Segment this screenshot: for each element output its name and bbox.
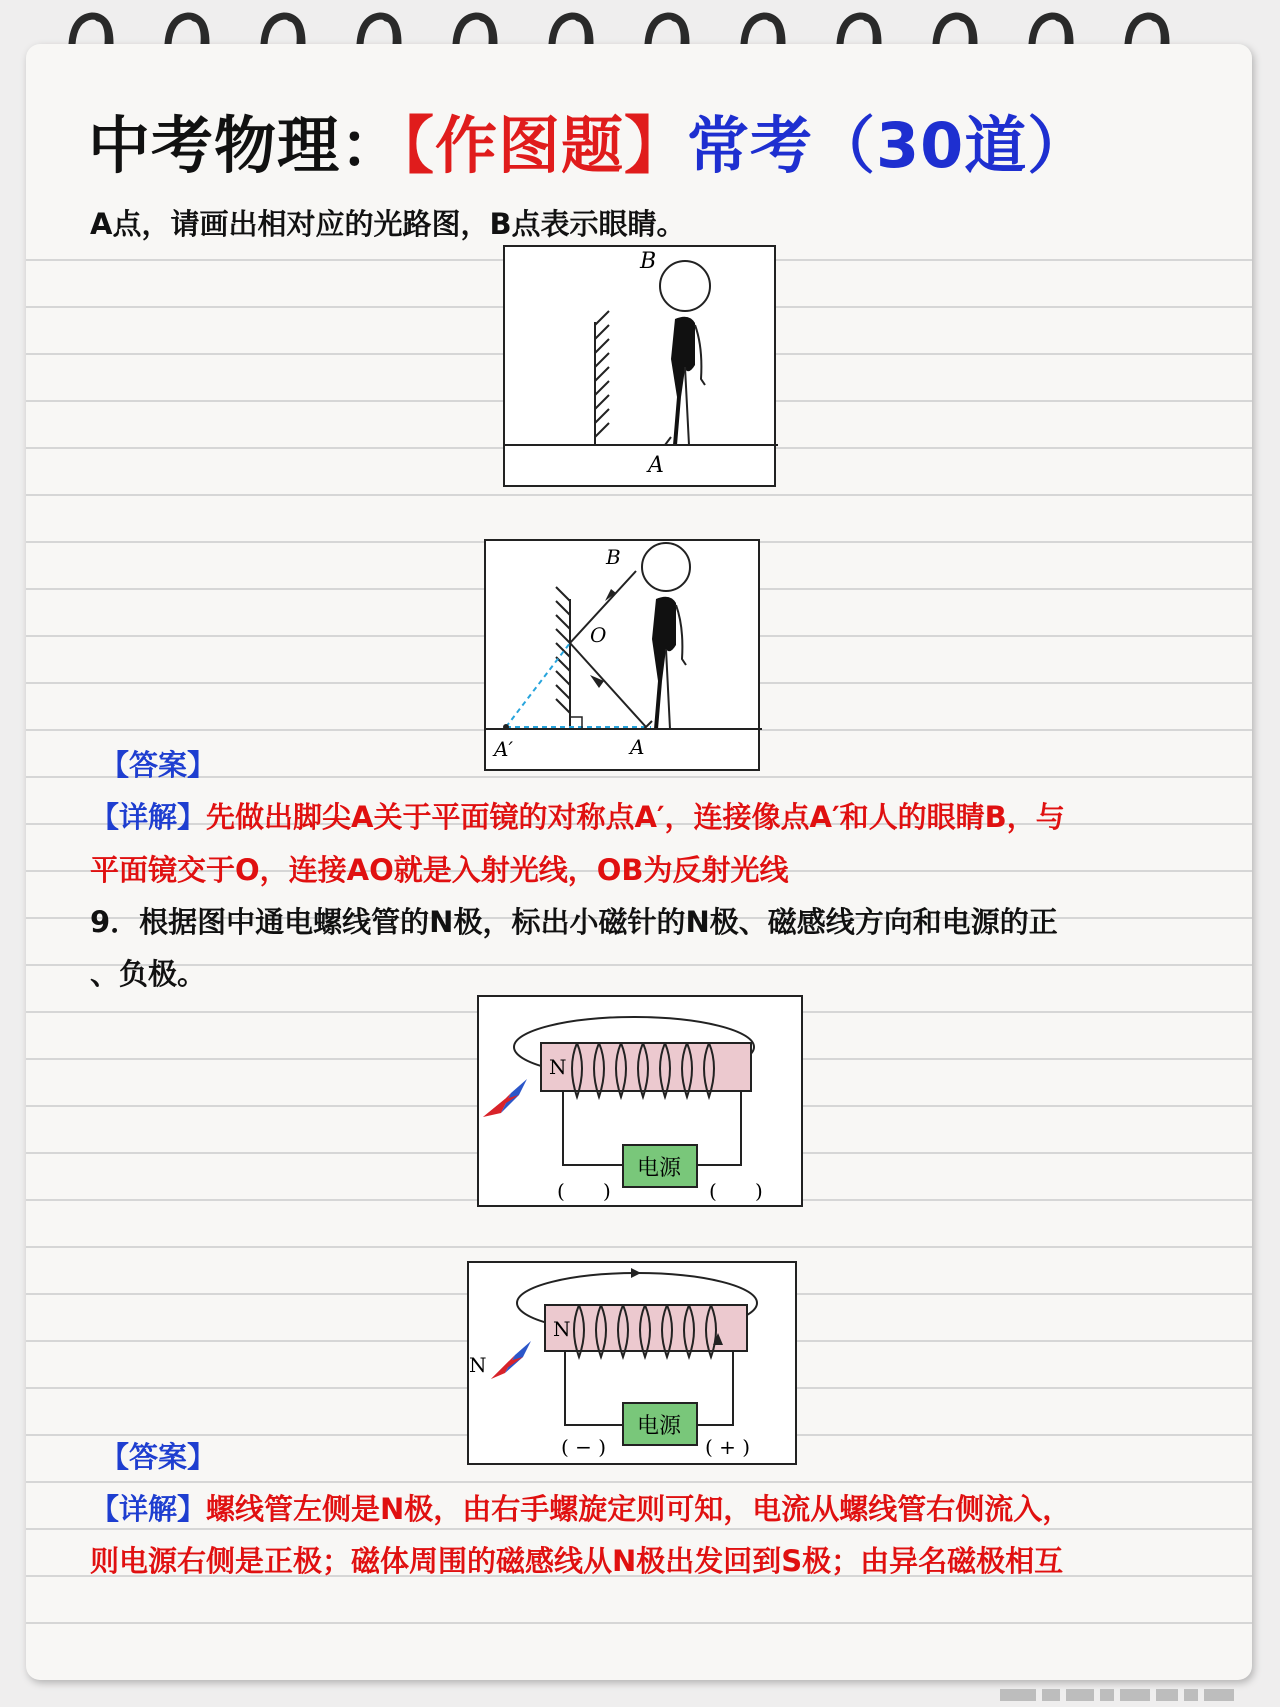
q9-prompt-line2: 、负极。 [90, 957, 207, 991]
label-a: A [630, 735, 645, 759]
title-count: 常考（30道） [687, 109, 1091, 182]
q8-detail-text1: 先做出脚尖A关于平面镜的对称点A′，连接像点A′和人的眼睛B，与 [206, 800, 1065, 834]
solenoid-n-label: N [549, 1055, 567, 1079]
q8-figure-question [503, 245, 776, 487]
needle-n-label: N [469, 1353, 487, 1377]
watermark-bar [1000, 1688, 1240, 1702]
q9-detail-label: 【详解】 [90, 1492, 207, 1526]
right-terminal: ( + ) [705, 1435, 751, 1459]
right-terminal: ( ) [709, 1179, 763, 1203]
q8-figure-answer [484, 539, 760, 771]
left-terminal: ( − ) [561, 1435, 607, 1459]
q8-detail-label: 【详解】 [90, 800, 207, 834]
q9-answer-label: 【答案】 [100, 1440, 217, 1474]
q9-prompt-line1: 9．根据图中通电螺线管的N极，标出小磁针的N极、磁感线方向和电源的正 [90, 905, 1058, 939]
q9-figure-answer [467, 1261, 797, 1465]
power-source-label: 电源 [637, 1414, 682, 1439]
label-a-prime: A′ [494, 737, 513, 761]
q9-detail-text1: 螺线管左侧是N极，由右手螺旋定则可知，电流从螺线管右侧流入， [206, 1492, 1072, 1526]
power-source-label: 电源 [637, 1156, 682, 1181]
left-terminal: ( ) [557, 1179, 611, 1203]
label-o: O [590, 623, 607, 647]
q8-detail-line1 [90, 795, 1065, 836]
q8-answer-label: 【答案】 [100, 748, 217, 782]
solenoid-n-label: N [553, 1317, 571, 1341]
q9-detail-line1 [90, 1487, 1071, 1528]
title-subject: 中考物理： [88, 109, 404, 182]
page-title [88, 96, 1091, 182]
q9-detail-line2: 则电源右侧是正极；磁体周围的磁感线从N极出发回到S极；由异名磁极相互 [90, 1544, 1064, 1578]
label-a: A [648, 453, 664, 478]
q8-detail-line2: 平面镜交于O，连接AO就是入射光线，OB为反射光线 [90, 853, 789, 887]
label-b: B [640, 249, 657, 274]
label-b: B [606, 545, 621, 569]
title-topic: 【作图题】 [403, 109, 688, 182]
q9-figure-question [477, 995, 803, 1207]
q8-prompt: A点，请画出相对应的光路图，B点表示眼睛。 [90, 207, 686, 241]
